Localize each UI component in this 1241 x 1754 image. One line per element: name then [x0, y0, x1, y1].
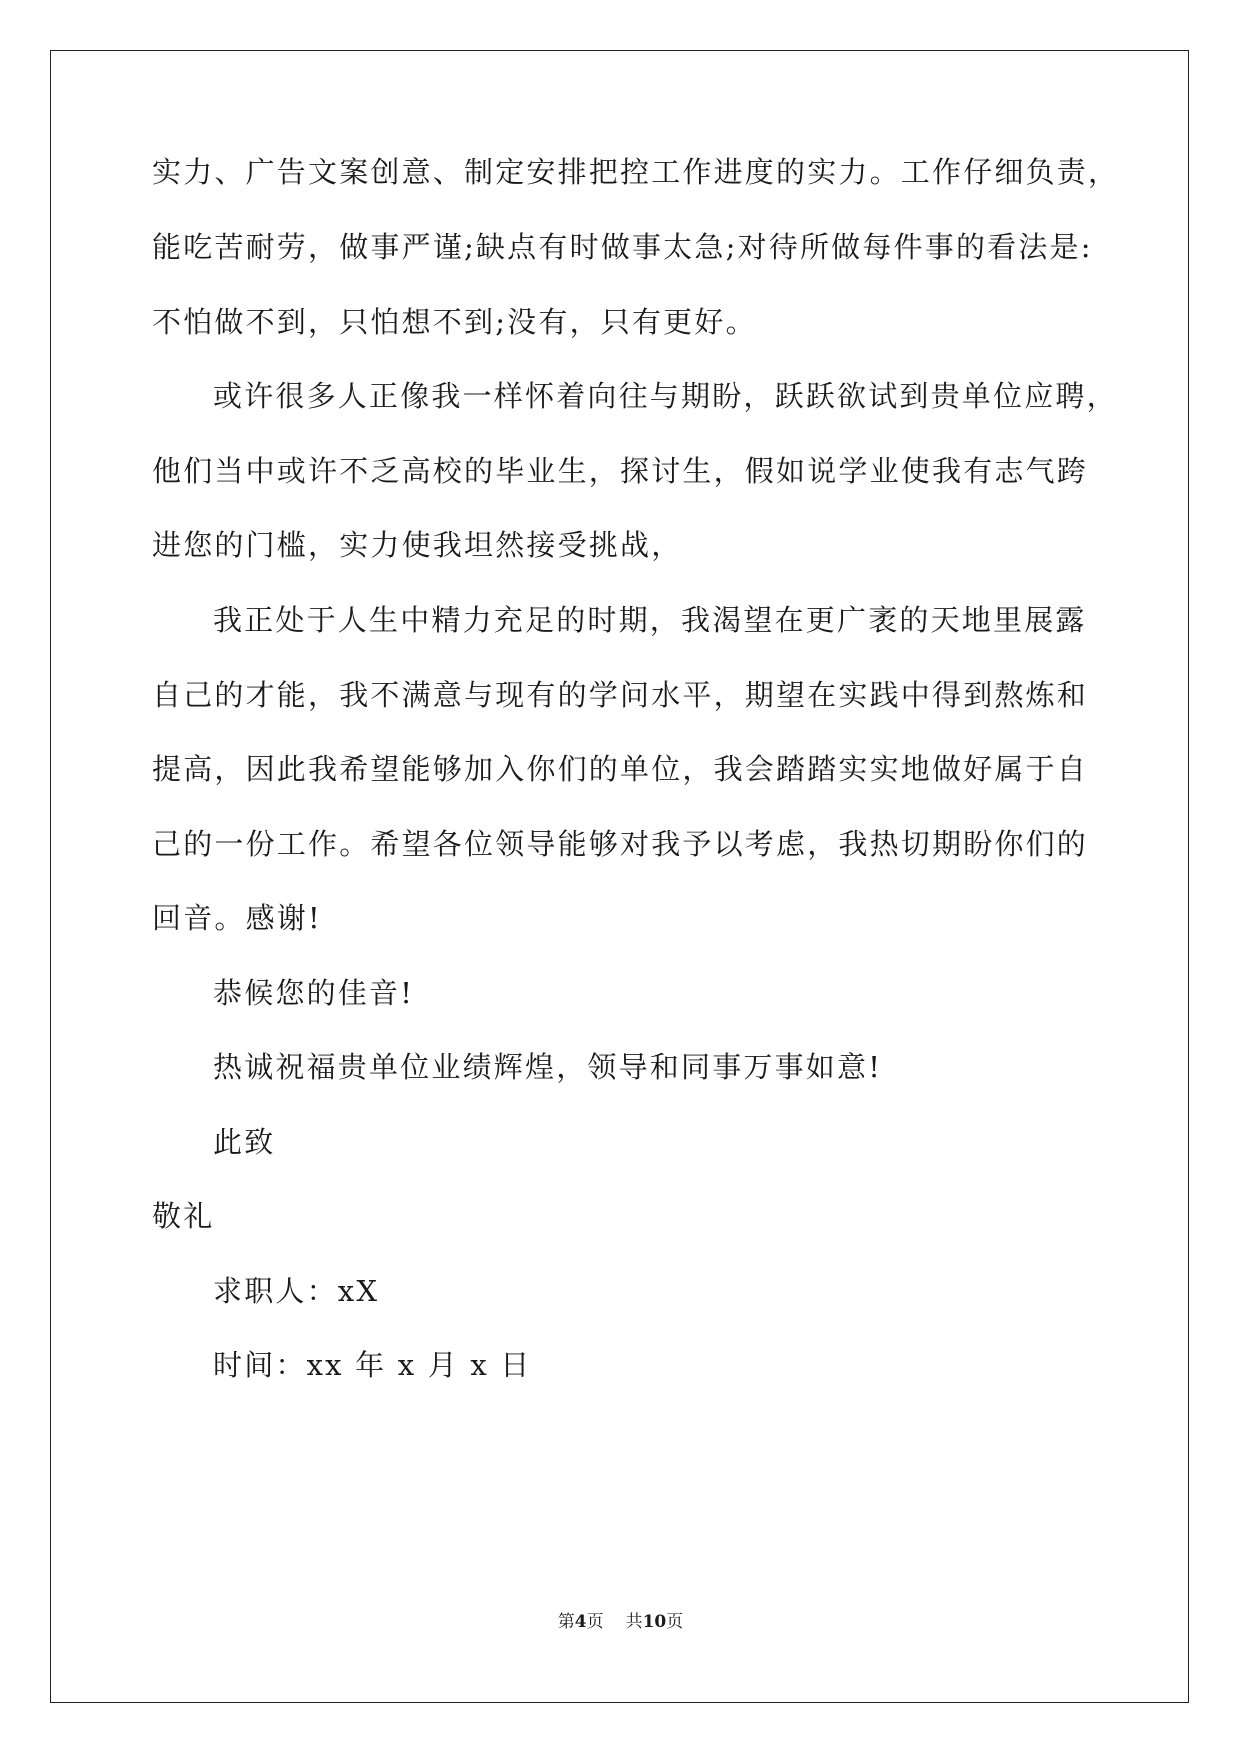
paragraph-line: 自己的才能，我不满意与现有的学问水平，期望在实践中得到熬炼和	[152, 678, 1089, 712]
salutation-line: 敬礼	[152, 1199, 215, 1233]
paragraph-line: 己的一份工作。希望各位领导能够对我予以考虑，我热切期盼你们的	[152, 827, 1089, 861]
paragraph-line: 我正处于人生中精力充足的时期，我渴望在更广袤的天地里展露	[213, 603, 1087, 637]
page-footer	[0, 1610, 1241, 1634]
paragraph-line: 实力、广告文案创意、制定安排把控工作进度的实力。工作仔细负责，	[152, 155, 1120, 189]
paragraph-line: 他们当中或许不乏高校的毕业生，探讨生，假如说学业使我有志气跨	[152, 454, 1089, 488]
paragraph-line: 提高，因此我希望能够加入你们的单位，我会踏踏实实地做好属于自	[152, 752, 1089, 786]
salutation-line: 此致	[213, 1125, 276, 1159]
total-suffix: 页	[666, 1612, 684, 1632]
closing-line: 热诚祝福贵单位业绩辉煌，领导和同事万事如意!	[213, 1050, 883, 1084]
paragraph-line: 或许很多人正像我一样怀着向往与期盼，跃跃欲试到贵单位应聘，	[213, 379, 1118, 413]
closing-line: 恭候您的佳音!	[213, 976, 415, 1010]
total-pages: 10	[642, 1612, 667, 1632]
date-line: 时间：xx 年 x 月 x 日	[213, 1348, 532, 1382]
paragraph-line: 能吃苦耐劳，做事严谨;缺点有时做事太急;对待所做每件事的看法是:	[152, 230, 1093, 264]
page-border	[50, 50, 1189, 1703]
paragraph-line: 不怕做不到，只怕想不到;没有，只有更好。	[152, 305, 757, 339]
page-prefix: 第	[557, 1612, 575, 1632]
page-number: 4	[574, 1612, 587, 1632]
paragraph-line: 进您的门槛，实力使我坦然接受挑战，	[152, 528, 683, 562]
total-prefix: 共	[625, 1612, 643, 1632]
page-suffix: 页	[586, 1612, 604, 1632]
paragraph-line: 回音。感谢!	[152, 901, 322, 935]
applicant-line: 求职人：xX	[213, 1274, 380, 1308]
